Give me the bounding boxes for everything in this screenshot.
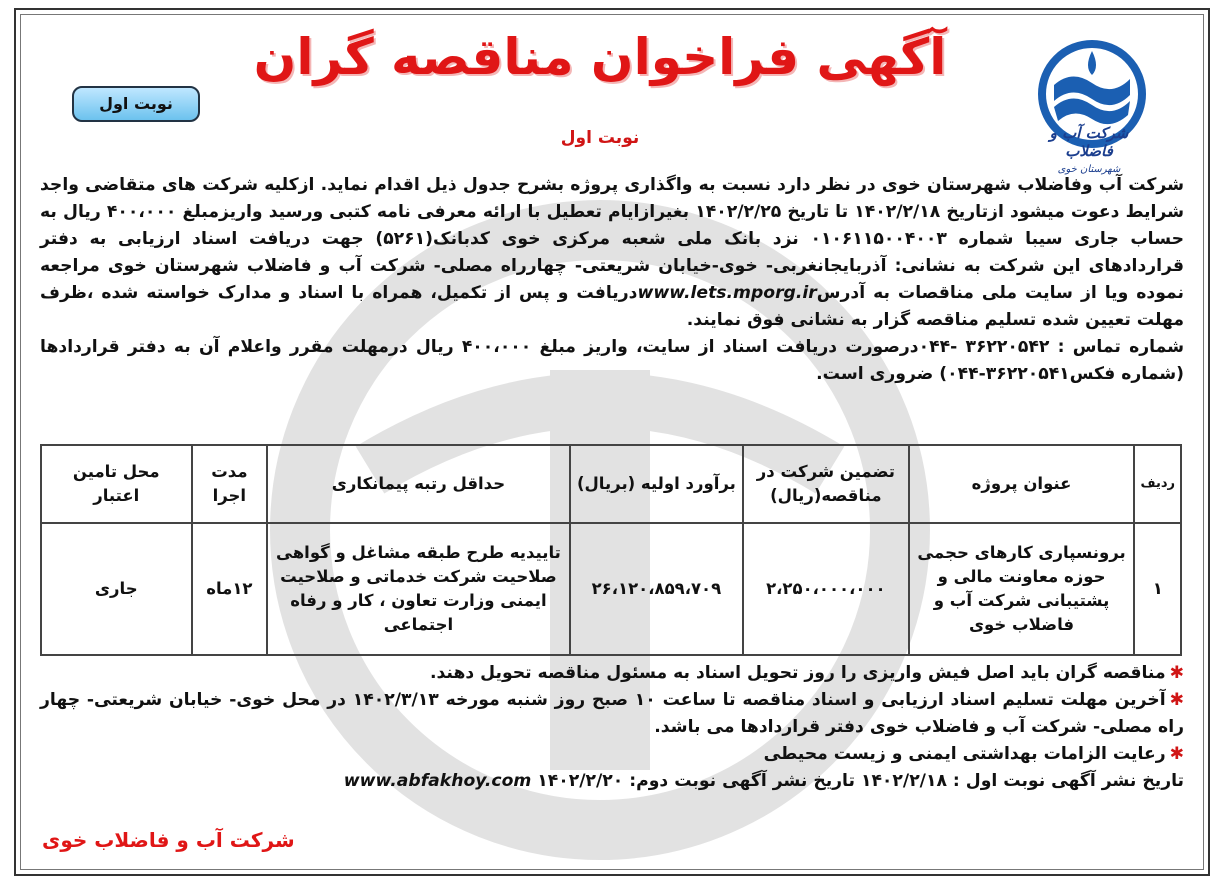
logo-line-2: شهرستان خوی <box>1057 164 1121 175</box>
note-3-text: رعایت الزامات بهداشتی ایمنی و زیست محیطی <box>763 744 1166 764</box>
body-paragraph-2: شماره تماس : ۳۶۲۲۰۵۴۲ -۰۴۴درصورت دریافت اسناد از سایت، واریز مبلغ ۴۰۰،۰۰۰ ریال درمهلت مقرر واعلام آن به دفتر قراردادها (شماره فکس۳۶۲۲۰۵۴۱-۰۴۴) ضروری است. <box>40 337 1184 384</box>
cell-contractor-rank: تاییدیه طرح طبقه مشاغل و گواهی صلاحیت شرکت خدماتی و صلاحیت ایمنی وزارت تعاون ، کار و رفاه اجتماعی <box>267 523 569 655</box>
header-estimate: برآورد اولیه (بریال) <box>570 445 743 523</box>
publish-dates <box>40 768 1184 795</box>
round-badge: نوبت اول <box>72 86 200 122</box>
table-header-row <box>41 445 1181 523</box>
cell-funding: جاری <box>41 523 192 655</box>
note-2-text: آخرین مهلت تسلیم اسناد ارزیابی و اسناد مناقصه تا ساعت ۱۰ صبح روز شنبه مورخه ۱۴۰۲/۳/۱۳ در محل خوی- خیابان شریعتی- چهار راه مصلی- شرکت آب و فاضلاب خوی دفتر قراردادها می باشد. <box>40 690 1184 737</box>
asterisk-icon: ✱ <box>1169 663 1184 683</box>
note-2 <box>40 687 1184 741</box>
asterisk-icon: ✱ <box>1169 690 1184 710</box>
header-guarantee: تضمین شرکت در مناقصه(ریال) <box>743 445 908 523</box>
logo-line-1: شرکت آب و فاضلاب <box>1049 124 1129 160</box>
notice-title: آگهی فراخوان مناقصه گران <box>253 28 947 86</box>
header-project-title: عنوان پروژه <box>909 445 1135 523</box>
cell-duration: ۱۲ماه <box>192 523 268 655</box>
notice-notes <box>40 660 1184 795</box>
cell-guarantee: ۲،۲۵۰،۰۰۰،۰۰۰ <box>743 523 908 655</box>
header-funding: محل تامین اعتبار <box>41 445 192 523</box>
cell-project-title: برونسپاری کارهای حجمی حوزه معاونت مالی و پشتیبانی شرکت آب و فاضلاب خوی <box>909 523 1135 655</box>
note-1-text: مناقصه گران باید اصل فیش واریزی را روز تحویل اسناد به مسئول مناقصه تحویل دهند. <box>429 663 1166 683</box>
table-row <box>41 523 1181 655</box>
company-website: www.abfakhoy.com <box>343 771 532 791</box>
footer-company-name: شرکت آب و فاضلاب خوی <box>42 828 295 852</box>
notice-subtitle: نوبت اول <box>560 128 640 148</box>
publish-dates-text: تاریخ نشر آگهی نوبت اول : ۱۴۰۲/۲/۱۸ تاریخ نشر آگهی نوبت دوم: ۱۴۰۲/۲/۲۰ <box>537 771 1184 791</box>
header-duration: مدت اجرا <box>192 445 268 523</box>
note-3 <box>40 741 1184 768</box>
note-1 <box>40 660 1184 687</box>
cell-row-number: ۱ <box>1134 523 1181 655</box>
notice-body <box>40 172 1184 388</box>
body-paragraph-1-end: دریافت و پس از تکمیل، همراه با اسناد و مدارک خواسته شده ،ظرف مهلت تعیین شده تسلیم مناقصه گزار به نشانی فوق نمایند. <box>40 283 1184 330</box>
asterisk-icon: ✱ <box>1169 744 1184 764</box>
tender-table <box>40 444 1182 656</box>
header-contractor-rank: حداقل رتبه پیمانکاری <box>267 445 569 523</box>
body-paragraph-1-text: شرکت آب وفاضلاب شهرستان خوی در نظر دارد نسبت به واگذاری پروژه بشرح جدول ذیل اقدام نماید. ازکلیه شرکت های متقاضی واجد شرایط دعوت میشود ازتاریخ ۱۴۰۲/۲/۱۸ تا تاریخ ۱۴۰۲/۲/۲۵ بغیرازایام تعطیل با ارائه معرفی نامه کتبی ورسید واریزمبلغ ۴۰۰،۰۰۰ ریال به حساب جاری سیبا شماره ۰۱۰۶۱۱۵۰۰۴۰۰۳ نزد بانک ملی شعبه مرکزی خوی کدبانک(۵۲۶۱) جهت دریافت اسناد ارزیابی به دفتر قراردادهای این شرکت به نشانی: آذربایجانغربی- خوی-خیابان شریعتی- چهارراه مصلی- شرکت آب و فاضلاب شهرستان خوی مراجعه نموده ویا از سایت ملی مناقصات به آدرس <box>40 175 1185 303</box>
cell-estimate: ۲۶،۱۲۰،۸۵۹،۷۰۹ <box>570 523 743 655</box>
header-row-number: ردیف <box>1134 445 1181 523</box>
body-paragraph-1 <box>40 172 1184 334</box>
logo-caption <box>1034 124 1144 175</box>
tender-site-url: www.lets.mporg.ir <box>637 283 817 303</box>
